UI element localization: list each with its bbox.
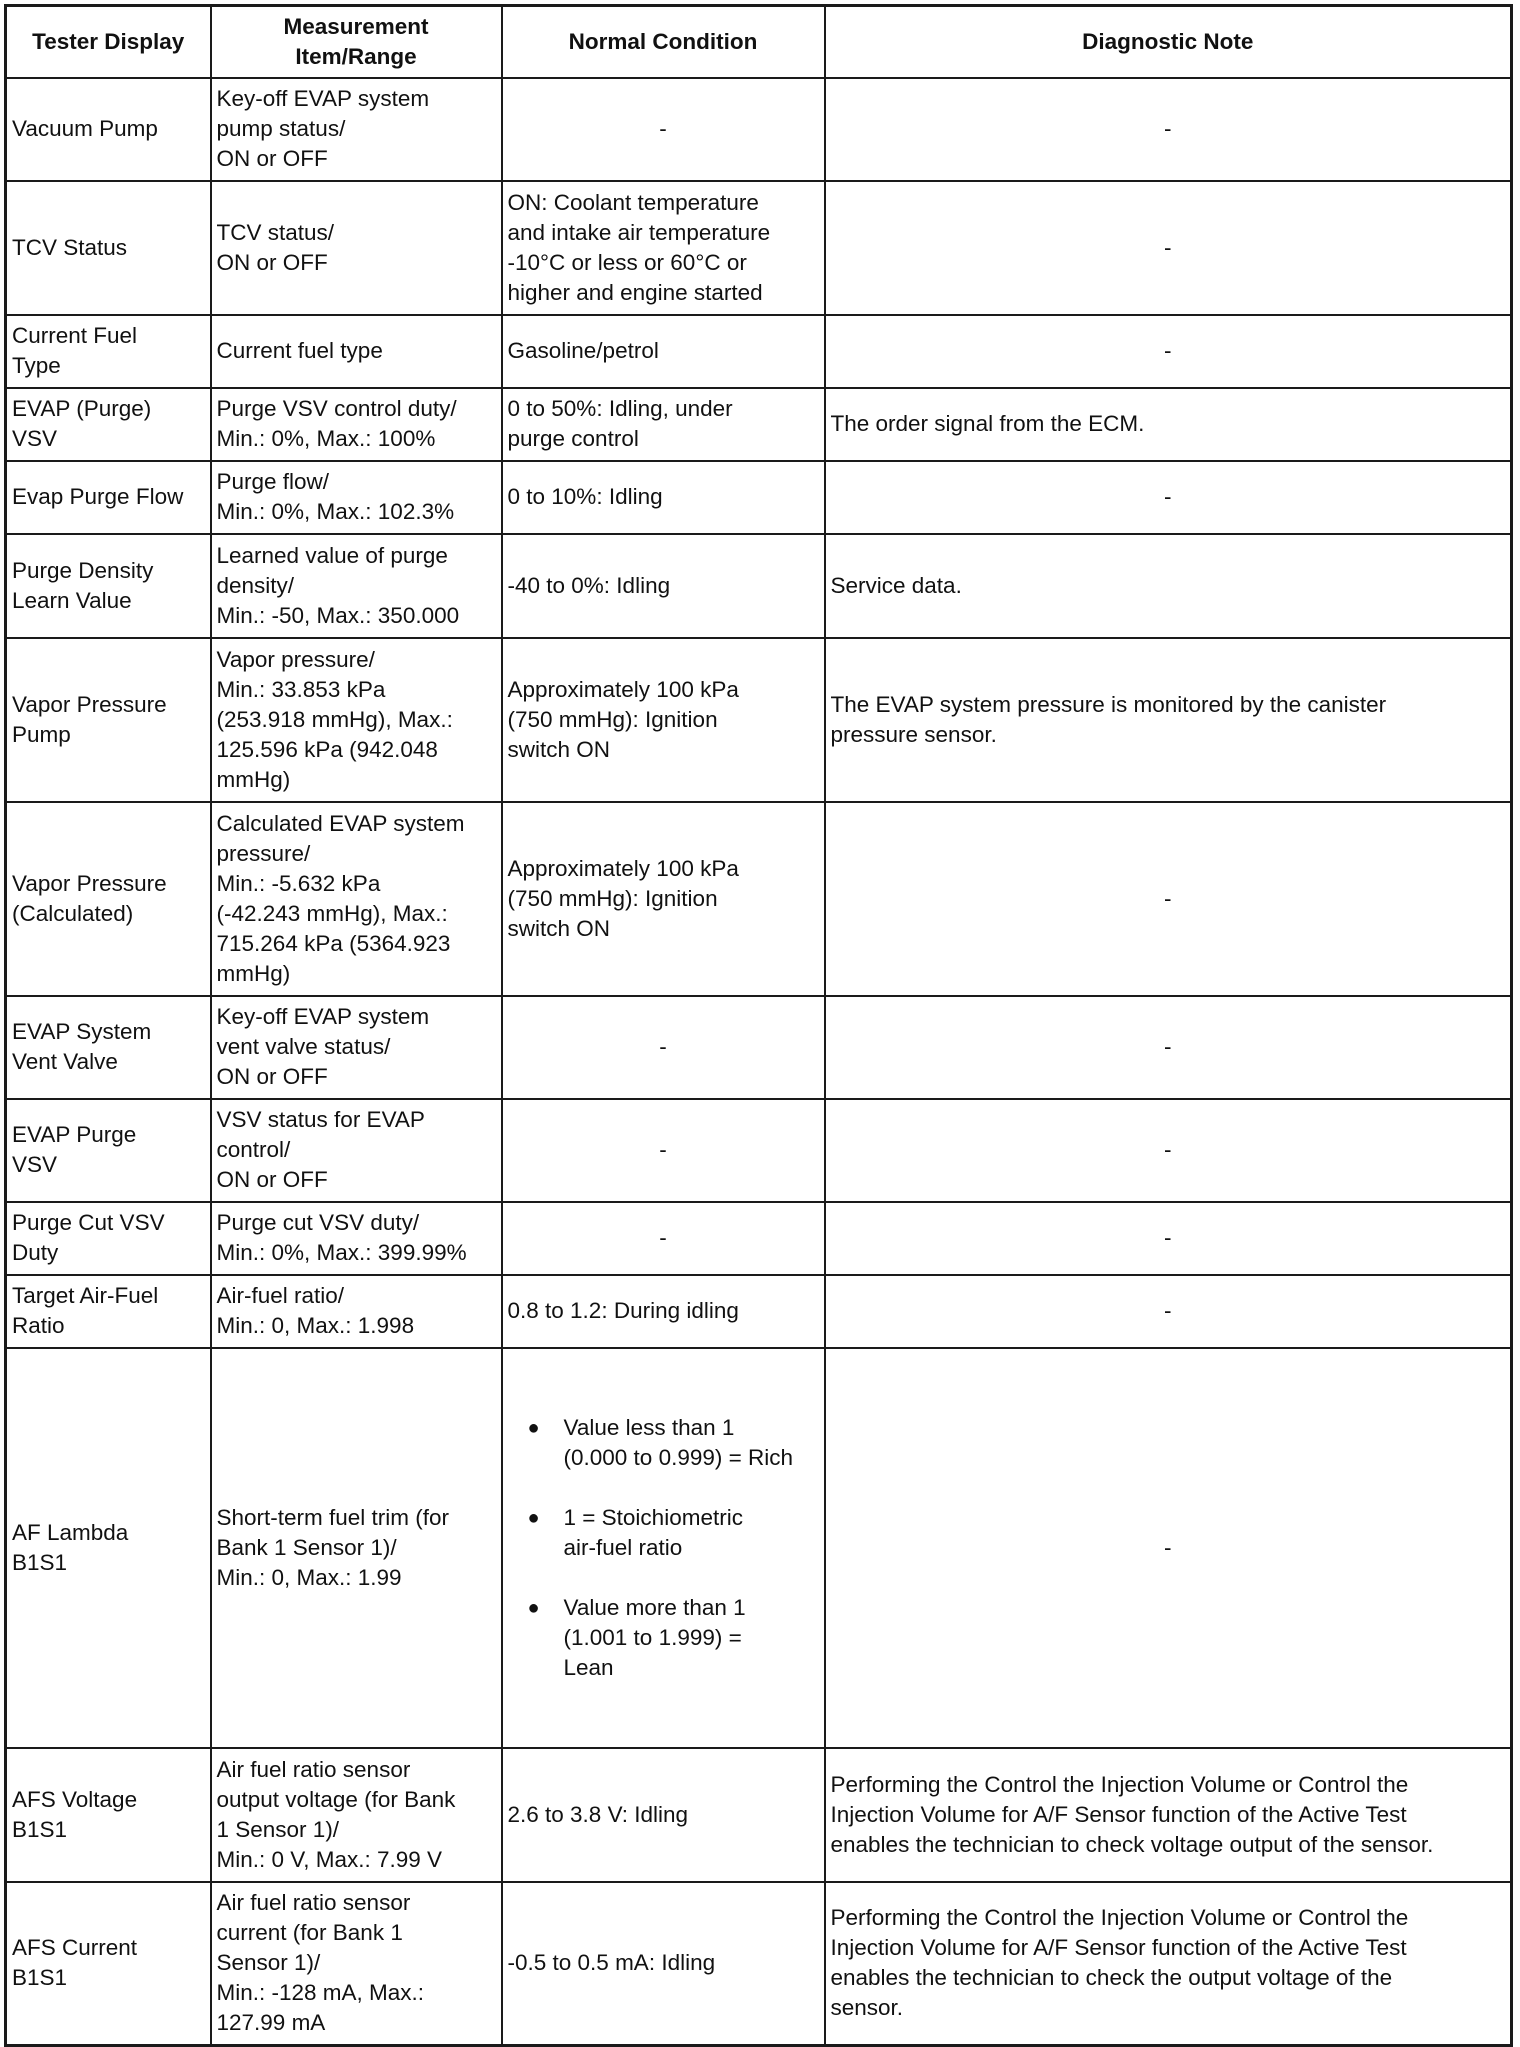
- cell-tester-display: Vapor Pressure Pump: [6, 638, 211, 802]
- cell-diagnostic-note: -: [825, 996, 1512, 1099]
- cell-measurement: VSV status for EVAP control/ ON or OFF: [211, 1099, 502, 1202]
- cell-measurement: Purge cut VSV duty/ Min.: 0%, Max.: 399.99%: [211, 1202, 502, 1275]
- cell-measurement: Current fuel type: [211, 315, 502, 388]
- cell-normal-condition: -40 to 0%: Idling: [502, 534, 825, 638]
- cell-normal-condition: Gasoline/petrol: [502, 315, 825, 388]
- table-row: [6, 461, 1512, 534]
- normal-condition-bullets: [508, 1383, 819, 1713]
- cell-measurement: Key-off EVAP system pump status/ ON or OFF: [211, 78, 502, 181]
- cell-measurement: Air-fuel ratio/ Min.: 0, Max.: 1.998: [211, 1275, 502, 1348]
- cell-diagnostic-note: -: [825, 1275, 1512, 1348]
- cell-tester-display: Current Fuel Type: [6, 315, 211, 388]
- cell-measurement: Calculated EVAP system pressure/ Min.: -5.632 kPa (-42.243 mmHg), Max.: 715.264 kPa (5364.923 mmHg): [211, 802, 502, 996]
- table-row: [6, 1275, 1512, 1348]
- table-row: [6, 388, 1512, 461]
- cell-measurement: Vapor pressure/ Min.: 33.853 kPa (253.918 mmHg), Max.: 125.596 kPa (942.048 mmHg): [211, 638, 502, 802]
- cell-diagnostic-note: -: [825, 181, 1512, 315]
- cell-normal-condition: -: [502, 78, 825, 181]
- table-row: [6, 802, 1512, 996]
- table-row: [6, 1202, 1512, 1275]
- cell-tester-display: EVAP Purge VSV: [6, 1099, 211, 1202]
- cell-tester-display: EVAP (Purge) VSV: [6, 388, 211, 461]
- cell-measurement: Purge flow/ Min.: 0%, Max.: 102.3%: [211, 461, 502, 534]
- bullet-item: ● Value more than 1 (1.001 to 1.999) = Lean: [564, 1593, 819, 1683]
- cell-measurement: Air fuel ratio sensor current (for Bank 1 Sensor 1)/ Min.: -128 mA, Max.: 127.99 mA: [211, 1882, 502, 2046]
- header-diagnostic-note: Diagnostic Note: [825, 6, 1512, 78]
- cell-measurement: TCV status/ ON or OFF: [211, 181, 502, 315]
- cell-diagnostic-note: -: [825, 802, 1512, 996]
- cell-tester-display: AFS Current B1S1: [6, 1882, 211, 2046]
- cell-diagnostic-note: Performing the Control the Injection Volume or Control the Injection Volume for A/F Sensor function of the Active Test enables the technician to check voltage output of the sensor.: [825, 1748, 1512, 1882]
- cell-measurement: Air fuel ratio sensor output voltage (for Bank 1 Sensor 1)/ Min.: 0 V, Max.: 7.99 V: [211, 1748, 502, 1882]
- cell-tester-display: Vapor Pressure (Calculated): [6, 802, 211, 996]
- cell-diagnostic-note: The EVAP system pressure is monitored by the canister pressure sensor.: [825, 638, 1512, 802]
- table-row: [6, 638, 1512, 802]
- cell-tester-display: Target Air-Fuel Ratio: [6, 1275, 211, 1348]
- cell-diagnostic-note: -: [825, 78, 1512, 181]
- header-normal-condition: Normal Condition: [502, 6, 825, 78]
- cell-normal-condition: [502, 1348, 825, 1748]
- bullet-item: ● Value less than 1 (0.000 to 0.999) = Rich: [564, 1413, 819, 1473]
- cell-diagnostic-note: Performing the Control the Injection Volume or Control the Injection Volume for A/F Sensor function of the Active Test enables the technician to check the output voltage of the sensor.: [825, 1882, 1512, 2046]
- bullet-item: ● 1 = Stoichiometric air-fuel ratio: [564, 1503, 819, 1563]
- cell-diagnostic-note: Service data.: [825, 534, 1512, 638]
- table-row: [6, 1348, 1512, 1748]
- cell-normal-condition: -: [502, 996, 825, 1099]
- cell-diagnostic-note: -: [825, 1099, 1512, 1202]
- table-row: [6, 1882, 1512, 2046]
- cell-diagnostic-note: -: [825, 1348, 1512, 1748]
- cell-tester-display: Purge Cut VSV Duty: [6, 1202, 211, 1275]
- cell-tester-display: EVAP System Vent Valve: [6, 996, 211, 1099]
- cell-normal-condition: Approximately 100 kPa (750 mmHg): Ignition switch ON: [502, 638, 825, 802]
- cell-diagnostic-note: The order signal from the ECM.: [825, 388, 1512, 461]
- table-row: [6, 996, 1512, 1099]
- cell-normal-condition: ON: Coolant temperature and intake air temperature -10°C or less or 60°C or higher and engine started: [502, 181, 825, 315]
- cell-normal-condition: 2.6 to 3.8 V: Idling: [502, 1748, 825, 1882]
- cell-diagnostic-note: -: [825, 315, 1512, 388]
- header-measurement-item-range: Measurement Item/Range: [211, 6, 502, 78]
- cell-tester-display: Vacuum Pump: [6, 78, 211, 181]
- cell-measurement: Short-term fuel trim (for Bank 1 Sensor 1)/ Min.: 0, Max.: 1.99: [211, 1348, 502, 1748]
- cell-normal-condition: 0 to 10%: Idling: [502, 461, 825, 534]
- header-row: [6, 6, 1512, 78]
- table-row: [6, 181, 1512, 315]
- cell-normal-condition: Approximately 100 kPa (750 mmHg): Ignition switch ON: [502, 802, 825, 996]
- cell-normal-condition: -0.5 to 0.5 mA: Idling: [502, 1882, 825, 2046]
- cell-normal-condition: 0 to 50%: Idling, under purge control: [502, 388, 825, 461]
- cell-tester-display: Evap Purge Flow: [6, 461, 211, 534]
- table-row: [6, 78, 1512, 181]
- table-row: [6, 1099, 1512, 1202]
- cell-tester-display: AFS Voltage B1S1: [6, 1748, 211, 1882]
- cell-tester-display: TCV Status: [6, 181, 211, 315]
- cell-measurement: Learned value of purge density/ Min.: -50, Max.: 350.000: [211, 534, 502, 638]
- cell-normal-condition: -: [502, 1202, 825, 1275]
- cell-measurement: Key-off EVAP system vent valve status/ ON or OFF: [211, 996, 502, 1099]
- cell-measurement: Purge VSV control duty/ Min.: 0%, Max.: 100%: [211, 388, 502, 461]
- cell-diagnostic-note: -: [825, 461, 1512, 534]
- table-row: [6, 1748, 1512, 1882]
- cell-tester-display: Purge Density Learn Value: [6, 534, 211, 638]
- table-row: [6, 315, 1512, 388]
- header-tester-display: Tester Display: [6, 6, 211, 78]
- cell-normal-condition: -: [502, 1099, 825, 1202]
- data-list-table: [4, 4, 1513, 2047]
- cell-normal-condition: 0.8 to 1.2: During idling: [502, 1275, 825, 1348]
- cell-diagnostic-note: -: [825, 1202, 1512, 1275]
- table-row: [6, 534, 1512, 638]
- cell-tester-display: AF Lambda B1S1: [6, 1348, 211, 1748]
